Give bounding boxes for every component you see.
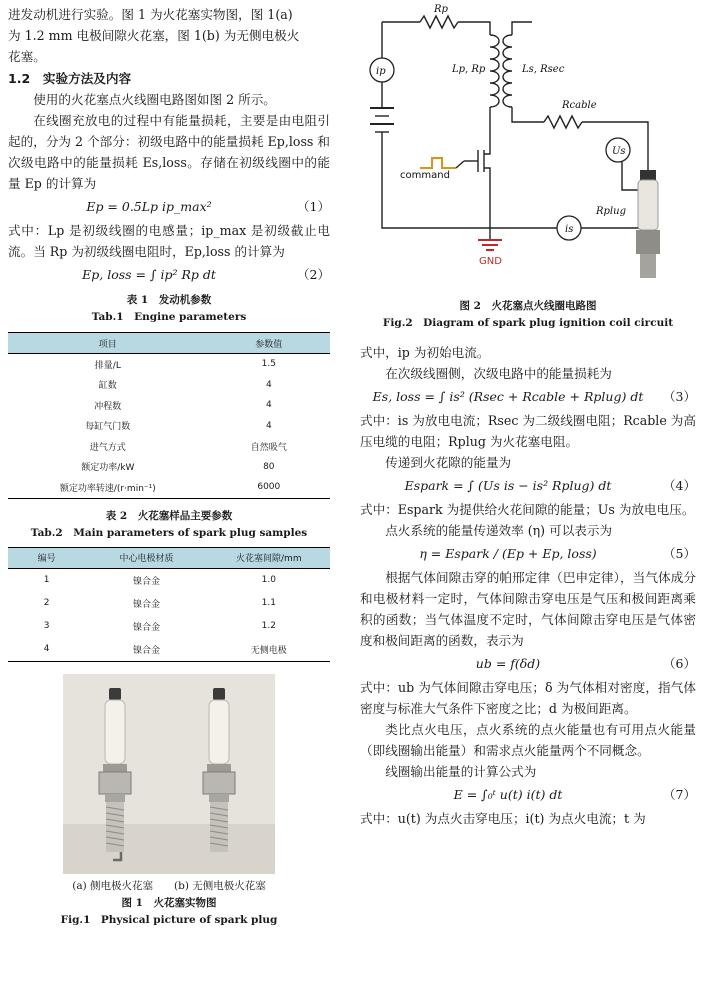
paragraph: 式中：Espark 为提供给火花间隙的能量；Us 为放电电压。 xyxy=(360,502,695,517)
table-row xyxy=(8,592,330,615)
table-1-title-cn: 表 1 发动机参数 xyxy=(126,294,212,306)
equation-3 xyxy=(360,384,696,410)
intro-line-3: 花塞。 xyxy=(8,49,46,64)
table-cell: 2 xyxy=(43,598,50,608)
paragraph: 点火系统的能量传递效率 (η) 可以表示为 xyxy=(385,523,613,538)
equation-4 xyxy=(360,473,696,499)
table-row xyxy=(8,436,330,457)
table-header: 编号 xyxy=(8,547,85,568)
table-row xyxy=(8,354,330,375)
table-cell: 进气方式 xyxy=(89,442,126,453)
secondary-coil xyxy=(503,35,512,107)
spark-plug-illustration xyxy=(63,674,275,874)
equation-number: （3） xyxy=(663,389,696,404)
equation-number: （7） xyxy=(663,787,696,802)
paragraph: 式中：is 为放电电流；Rsec 为二级线圈电阻；Rcable 为高压电缆的电阻；Rplug 为火花塞电阻。 xyxy=(360,413,696,449)
table-cell: 镍合金 xyxy=(132,599,160,610)
table-cell: 6000 xyxy=(208,477,330,498)
label-rplug: Rplug xyxy=(596,206,626,217)
label-us: Us xyxy=(612,146,626,157)
resistor-rp xyxy=(420,16,458,28)
label-gnd: GND xyxy=(479,256,502,267)
left-column xyxy=(8,0,330,929)
table-cell: 1.0 xyxy=(261,575,276,585)
table-cell: 排量/L xyxy=(94,360,121,371)
engine-parameters-table xyxy=(8,332,330,499)
equation-number: （1） xyxy=(297,199,330,214)
label-rp: Rp xyxy=(434,4,448,15)
table-cell: 1.2 xyxy=(261,621,276,631)
ignition-circuit-diagram xyxy=(360,0,696,290)
table-cell: 1.1 xyxy=(261,598,276,608)
table-header: 项目 xyxy=(8,333,208,354)
figure-2-caption-cn: 图 2 火花塞点火线圈电路图 xyxy=(459,300,597,312)
label-is: is xyxy=(565,224,574,235)
table-cell: 缸数 xyxy=(98,381,117,392)
paragraph: 在次级线圈侧，次级电路中的能量损耗为 xyxy=(385,366,612,381)
table-2-title-cn: 表 2 火花塞样品主要参数 xyxy=(105,509,233,522)
figure-1-subcaption: (a) 侧电极火花塞 (b) 无侧电极火花塞 xyxy=(72,879,266,892)
table-cell: 无侧电极 xyxy=(208,638,330,662)
table-cell: 1 xyxy=(43,575,50,585)
spark-plug-samples-table xyxy=(8,547,330,662)
table-cell: 4 xyxy=(265,400,272,411)
label-command: command xyxy=(400,170,450,181)
table-cell: 额定功率/kW xyxy=(81,463,135,474)
paragraph: 类比点火电压，点火系统的点火能量也有可用点火能量（即线圈输出能量）和需求点火能量两个不同概念。 xyxy=(360,722,696,758)
table-header: 火花塞间隙/mm xyxy=(208,547,330,568)
equation-body: Ep = 0.5Lp ip_max² xyxy=(86,199,212,214)
paragraph: 在线圈充放电的过程中有能量损耗，主要是由电阻引起的，分为 2 个部分：初级电路中的能量损耗 Ep,loss 和次级电路中的能量损耗 Es,loss。存储在初级线圈中的能量 Ep 的计算为 xyxy=(8,113,330,191)
paragraph: 式中：ub 为气体间隙击穿电压；δ 为气体相对密度，指气体密度与标准大气条件下密度之比；d 为极间距离。 xyxy=(360,680,696,716)
equation-2 xyxy=(8,262,330,288)
table-1-title-en: Tab.1 Engine parameters xyxy=(91,311,247,323)
table-cell: 镍合金 xyxy=(85,638,207,662)
table-row xyxy=(8,416,330,437)
paragraph: 根据气体间隙击穿的帕邢定律（巴申定律），当气体成分和电极材料一定时，气体间隙击穿电压是气压和极间距离乘积的函数；当气体温度不定时，气体间隙击穿电压是气体密度和极间距离的函数，表示为 xyxy=(360,570,696,648)
label-rcable: Rcable xyxy=(562,100,597,111)
table-cell: 1.5 xyxy=(261,359,276,370)
primary-coil xyxy=(490,35,499,107)
right-column xyxy=(360,0,696,829)
table-cell: 自然吸气 xyxy=(250,442,287,453)
figure-1-caption-en: Fig.1 Physical picture of spark plug xyxy=(60,913,278,926)
equation-5 xyxy=(360,541,696,567)
equation-number: （2） xyxy=(297,267,330,282)
figure-1-caption-cn: 图 1 火花塞实物图 xyxy=(121,896,217,909)
paragraph: 式中：Lp 是初级线圈的电感量；ip_max 是初级截止电流。当 Rp 为初级线圈电阻时，Ep,loss 的计算为 xyxy=(8,223,330,259)
table-cell: 4 xyxy=(265,379,272,390)
table-row xyxy=(8,395,330,416)
figure-2-caption-en: Fig.2 Diagram of spark plug ignition coil circuit xyxy=(382,317,674,329)
table-row xyxy=(8,477,330,498)
table-cell: 3 xyxy=(43,621,50,631)
table-cell: 4 xyxy=(8,638,85,662)
spark-plug-symbol xyxy=(636,170,660,278)
table-cell: 每缸气门数 xyxy=(85,422,131,433)
resistor-rcable xyxy=(544,116,582,128)
paragraph: 使用的火花塞点火线圈电路图如图 2 所示。 xyxy=(33,92,276,107)
equation-1 xyxy=(8,194,330,220)
label-lp-rp: Lp, Rp xyxy=(452,64,486,75)
equation-body: E = ∫₀ᵗ u(t) i(t) dt xyxy=(453,787,563,802)
equation-body: ub = f(δd) xyxy=(475,656,541,671)
intro-line-2: 为 1.2 mm 电极间隙火花塞，图 1(b) 为无侧电极火 xyxy=(8,28,300,43)
intro-line-1: 进发动机进行实验。图 1 为火花塞实物图，图 1(a) xyxy=(8,7,293,22)
table-header: 参数值 xyxy=(208,333,330,354)
table-row xyxy=(8,375,330,396)
table-cell: 80 xyxy=(263,461,275,472)
paragraph: 线圈输出能量的计算公式为 xyxy=(385,764,537,779)
section-title: 1.2 实验方法及内容 xyxy=(8,71,132,86)
paragraph: 式中，ip 为初始电流。 xyxy=(360,345,490,360)
table-row xyxy=(8,615,330,638)
equation-body: Espark = ∫ (Us is − is² Rplug) dt xyxy=(404,478,612,493)
table-cell: 镍合金 xyxy=(132,622,160,633)
label-ip: ip xyxy=(376,66,386,77)
equation-6 xyxy=(360,651,696,677)
equation-7 xyxy=(360,782,696,808)
equation-body: η = Espark / (Ep + Ep, loss) xyxy=(419,546,597,561)
equation-number: （4） xyxy=(663,478,696,493)
equation-body: Es, loss = ∫ is² (Rsec + Rcable + Rplug) dt xyxy=(372,389,644,404)
spark-plug-photo xyxy=(63,674,275,874)
equation-number: （6） xyxy=(663,656,696,671)
paragraph: 传递到火花隙的能量为 xyxy=(385,455,512,470)
paragraph: 式中：u(t) 为点火击穿电压；i(t) 为点火电流；t 为 xyxy=(360,811,646,826)
table-row xyxy=(8,638,330,662)
table-cell: 4 xyxy=(265,420,272,431)
equation-number: （5） xyxy=(663,546,696,561)
table-cell: 额定功率转速/(r·min⁻¹) xyxy=(8,477,208,498)
table-row xyxy=(8,457,330,478)
table-cell: 冲程数 xyxy=(94,401,122,412)
table-cell: 镍合金 xyxy=(132,576,160,587)
equation-body: Ep, loss = ∫ ip² Rp dt xyxy=(82,267,216,282)
table-row xyxy=(8,568,330,592)
table-header: 中心电极材质 xyxy=(85,547,207,568)
table-2-title-en: Tab.2 Main parameters of spark plug samples xyxy=(30,526,308,539)
label-ls-rsec: Ls, Rsec xyxy=(522,64,565,75)
